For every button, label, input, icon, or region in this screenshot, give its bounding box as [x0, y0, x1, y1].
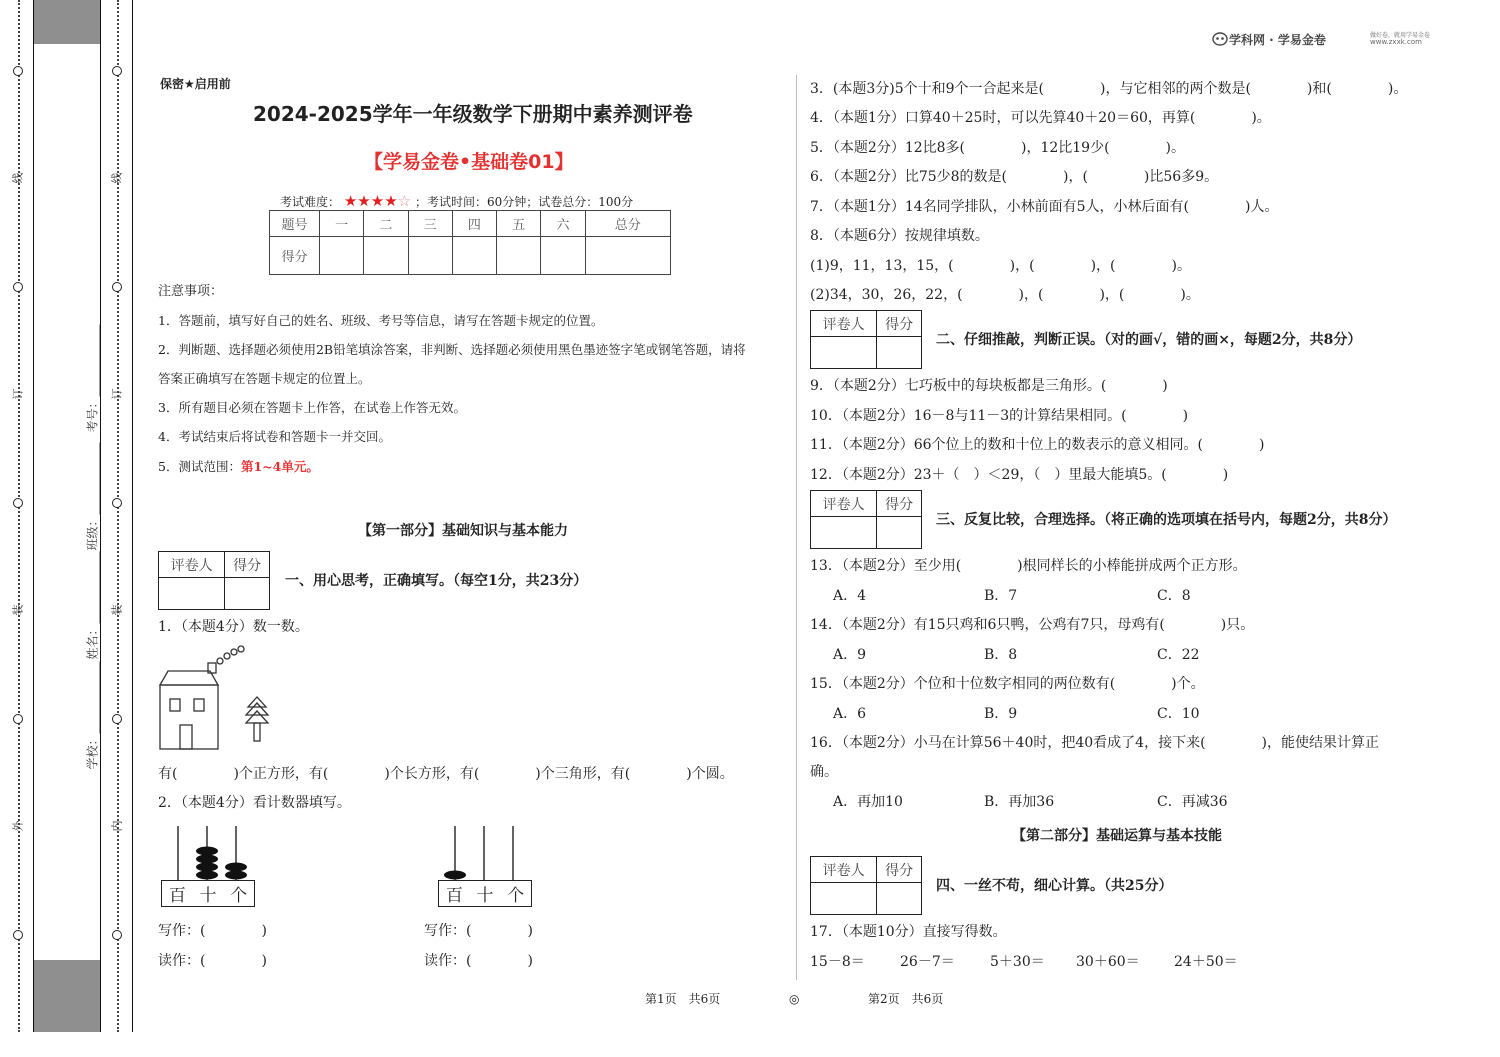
abacus-place-label: 十	[199, 886, 217, 906]
abacus-1-icon	[160, 824, 256, 882]
question-3: 3．(本题3分)5个十和9个一合起来是( )，与它相邻的两个数是( )和( )。	[810, 81, 1408, 97]
part2-heading: 【第二部分】基础运算与基本技能	[1012, 828, 1222, 844]
section-heading: 四、一丝不苟，细心计算。（共25分）	[936, 878, 1173, 894]
binding-hole-icon	[13, 66, 23, 76]
page-number-left: 第1页 共6页	[645, 992, 721, 1006]
section-heading: 二、仔细推敲，判断正误。（对的画√，错的画×，每题2分，共8分）	[936, 332, 1362, 348]
score-table-header: 二	[364, 211, 408, 237]
question-2: 2．（本题4分）看计数器填写。	[158, 795, 351, 811]
abacus-place-label: 个	[230, 886, 248, 906]
exam-time-score: ；考试时间：60分钟；试卷总分：100分	[414, 195, 634, 209]
field-name-label: 姓名：	[85, 623, 100, 660]
field-school-label: 学校：	[85, 733, 100, 770]
option[interactable]: C．再减36	[1157, 794, 1228, 810]
binding-char: 线	[11, 172, 25, 184]
question-8-part-1[interactable]: (1)9，11，13，15，( )，( )，( )。	[810, 258, 1191, 274]
abacus-place-label: 百	[168, 886, 186, 906]
house-tree-figure	[150, 645, 280, 755]
grader-label: 评卷人	[811, 857, 877, 883]
grader-cell[interactable]	[159, 578, 225, 610]
binding-hole-icon	[13, 282, 23, 292]
score-table-header: 五	[497, 211, 541, 237]
star-filled-icon: ★	[370, 192, 385, 210]
page-divider	[796, 75, 797, 980]
question-12: 12．（本题2分）23＋（ ）＜29，（ ）里最大能填5。( )	[810, 467, 1229, 483]
section-heading: 一、用心思考，正确填写。（每空1分，共23分）	[285, 573, 588, 589]
note-item: 答案正确填写在答题卡规定的位置上。	[158, 371, 371, 386]
binding-hole-icon	[13, 714, 23, 724]
grader-box	[810, 310, 922, 369]
note-range-value: 第1~4单元。	[240, 459, 319, 474]
question-7: 7．（本题1分）14名同学排队，小林前面有5人，小林后面有( )人。	[810, 199, 1279, 215]
note-item: 3．所有题目必须在答题卡上作答，在试卷上作答无效。	[158, 400, 466, 415]
option[interactable]: C．22	[1157, 647, 1200, 663]
score-cell[interactable]	[877, 517, 922, 549]
note-range-label: 5．测试范围：	[158, 459, 241, 474]
question-15: 15．（本题2分）个位和十位数字相同的两位数有( )个。	[810, 676, 1205, 692]
question-16-cont: 确。	[810, 764, 838, 780]
question-1: 1．（本题4分）数一数。	[158, 619, 309, 635]
binding-hole-icon	[112, 66, 122, 76]
option[interactable]: C．10	[1157, 706, 1200, 722]
question-14: 14．（本题2分）有15只鸡和6只鸭，公鸡有7只，母鸡有( )只。	[810, 617, 1255, 633]
option[interactable]: B．再加36	[984, 794, 1055, 810]
option[interactable]: B．7	[984, 588, 1018, 604]
question-4: 4．（本题1分）口算40＋25时，可以先算40＋20＝60，再算( )。	[810, 110, 1271, 126]
logo-subtext: 做好卷，就用学易金卷	[1370, 32, 1431, 39]
score-cell[interactable]	[541, 237, 585, 275]
field-class[interactable]: 班级：____________	[85, 442, 100, 551]
binding-hole-icon	[112, 714, 122, 724]
score-table-header: 四	[452, 211, 496, 237]
option[interactable]: A．9	[833, 647, 867, 663]
calc-item[interactable]: 5＋30＝	[990, 954, 1045, 970]
abacus-1-write[interactable]: 写作：( )	[158, 923, 267, 939]
option[interactable]: A．4	[833, 588, 867, 604]
grader-box	[810, 490, 922, 549]
grader-label: 评卷人	[811, 311, 877, 337]
score-cell[interactable]	[877, 883, 922, 915]
logo-url: www.zxxk.com	[1370, 38, 1422, 46]
confidential-label: 保密★启用前	[160, 77, 231, 91]
note-item: 1．答题前，填写好自己的姓名、班级、考号等信息，请写在答题卡规定的位置。	[158, 313, 604, 328]
gutter-dotted-line	[117, 0, 119, 1032]
question-8: 8．（本题6分）按规律填数。	[810, 228, 989, 244]
center-mark-icon: ◎	[789, 992, 800, 1006]
score-cell[interactable]	[585, 237, 670, 275]
calc-item[interactable]: 30＋60＝	[1076, 954, 1140, 970]
score-table-header: 六	[541, 211, 585, 237]
note-item: 2．判断题、选择题必须使用2B铅笔填涂答案，非判断、选择题必须使用黑色墨迹签字笔或钢笔答题，请将	[158, 342, 746, 357]
score-label: 得分	[877, 857, 922, 883]
binding-char-inner: 内	[110, 820, 124, 832]
grader-cell[interactable]	[811, 883, 877, 915]
question-10: 10．（本题2分）16－8与11－3的计算结果相同。( )	[810, 408, 1189, 424]
calc-item[interactable]: 15－8＝	[810, 954, 865, 970]
option[interactable]: A．再加10	[833, 794, 903, 810]
star-filled-icon: ★	[384, 192, 398, 210]
question-17: 17．（本题10分）直接写得数。	[810, 924, 1007, 940]
binding-hole-icon	[13, 498, 23, 508]
question-5: 5．（本题2分）12比8多( )，12比19少( )。	[810, 140, 1186, 156]
notes-title: 注意事项：	[158, 284, 224, 299]
exam-info	[280, 192, 633, 211]
score-cell[interactable]	[225, 578, 270, 610]
star-filled-icon: ★	[343, 192, 358, 210]
question-1-answer[interactable]: 有( )个正方形，有( )个长方形，有( )个三角形，有( )个圆。	[158, 766, 734, 782]
grader-box	[810, 856, 922, 915]
tree-icon	[246, 697, 268, 741]
brand-logo	[1212, 30, 1431, 50]
binding-char: 订	[11, 388, 25, 400]
score-label: 得分	[877, 311, 922, 337]
abacus-2-write[interactable]: 写作：( )	[424, 923, 533, 939]
question-13: 13．（本题2分）至少用( )根同样长的小棒能拼成两个正方形。	[810, 558, 1247, 574]
grader-cell[interactable]	[811, 337, 877, 369]
grader-box	[158, 551, 270, 610]
score-table-header: 一	[320, 211, 364, 237]
abacus-2-base	[438, 880, 532, 907]
section-heading: 三、反复比较，合理选择。（将正确的选项填在括号内，每题2分，共8分）	[936, 512, 1397, 528]
abacus-2-read[interactable]: 读作：( )	[424, 953, 533, 969]
star-empty-icon: ☆	[397, 192, 412, 210]
page-title: 2024-2025学年一年级数学下册期中素养测评卷	[253, 102, 693, 126]
abacus-1-read[interactable]: 读作：( )	[158, 953, 267, 969]
question-11: 11．（本题2分）66个位上的数和十位上的数表示的意义相同。( )	[810, 437, 1265, 453]
binding-char: 装	[11, 604, 25, 616]
question-16: 16．（本题2分）小马在计算56＋40时，把40看成了4，接下来( )，能使结果计算正	[810, 735, 1379, 751]
option[interactable]: B．8	[984, 647, 1018, 663]
house-icon	[160, 646, 244, 749]
binding-hole-icon	[13, 930, 23, 940]
grader-label: 评卷人	[811, 491, 877, 517]
score-table-header: 题号	[270, 211, 320, 237]
field-name[interactable]: 姓名：____________	[85, 551, 100, 660]
abacus-1-base	[161, 880, 255, 907]
abacus-2-icon	[437, 824, 533, 882]
note-item: 4．考试结束后将试卷和答题卡一并交回。	[158, 429, 391, 444]
binding-hole-icon	[112, 930, 122, 940]
score-label: 得分	[225, 552, 270, 578]
abacus-place-label: 个	[507, 886, 525, 906]
star-filled-icon: ★	[357, 192, 371, 210]
score-cell[interactable]	[452, 237, 496, 275]
grader-cell[interactable]	[811, 517, 877, 549]
difficulty-stars	[344, 192, 411, 210]
score-table-header: 三	[408, 211, 452, 237]
part1-heading: 【第一部分】基础知识与基本能力	[358, 523, 568, 539]
page-subtitle: 【学易金卷•基础卷01】	[364, 151, 574, 173]
binding-char: 外	[11, 820, 25, 832]
score-cell[interactable]	[408, 237, 452, 275]
option[interactable]: A．6	[833, 706, 867, 722]
gutter-line	[33, 0, 34, 1032]
score-cell[interactable]	[497, 237, 541, 275]
binding-char-inner: 订	[110, 388, 124, 400]
binding-char-inner: 装	[110, 604, 124, 616]
grader-label: 评卷人	[159, 552, 225, 578]
score-table-header: 总分	[585, 211, 670, 237]
logo-text: 学科网 · 学易金卷	[1229, 33, 1326, 47]
field-exam-number[interactable]: 考号：____________	[85, 324, 100, 433]
field-class-label: 班级：	[85, 514, 100, 551]
score-table-row-label: 得分	[270, 237, 320, 275]
abacus-place-label: 百	[445, 886, 463, 906]
option[interactable]: B．9	[984, 706, 1018, 722]
question-6: 6．（本题2分）比75少8的数是( )，( )比56多9。	[810, 169, 1219, 185]
score-cell[interactable]	[320, 237, 364, 275]
field-school[interactable]: 学校：____________	[85, 661, 100, 770]
binding-hole-icon	[112, 498, 122, 508]
calc-item[interactable]: 26－7＝	[900, 954, 955, 970]
gutter-outer-strip	[33, 0, 101, 44]
binding-hole-icon	[112, 282, 122, 292]
abacus-place-label: 十	[476, 886, 494, 906]
question-8-part-2[interactable]: (2)34，30，26，22，( )，( )，( )。	[810, 287, 1200, 303]
calc-item[interactable]: 24＋50＝	[1174, 954, 1238, 970]
option[interactable]: C．8	[1157, 588, 1191, 604]
field-exam-number-label: 考号：	[85, 396, 100, 433]
score-cell[interactable]	[364, 237, 408, 275]
note-item	[158, 458, 319, 476]
score-cell[interactable]	[877, 337, 922, 369]
score-table	[269, 210, 671, 275]
gutter-line	[132, 0, 133, 1032]
score-label: 得分	[877, 491, 922, 517]
gutter-outer-strip-bottom	[33, 960, 101, 1032]
binding-char-inner: 线	[110, 172, 124, 184]
gutter-dotted-line	[18, 0, 20, 1032]
question-9: 9．（本题2分）七巧板中的每块板都是三角形。( )	[810, 378, 1168, 394]
logo-icon	[1212, 32, 1228, 46]
page-number-right: 第2页 共6页	[868, 992, 944, 1006]
difficulty-label: 考试难度：	[280, 195, 341, 209]
